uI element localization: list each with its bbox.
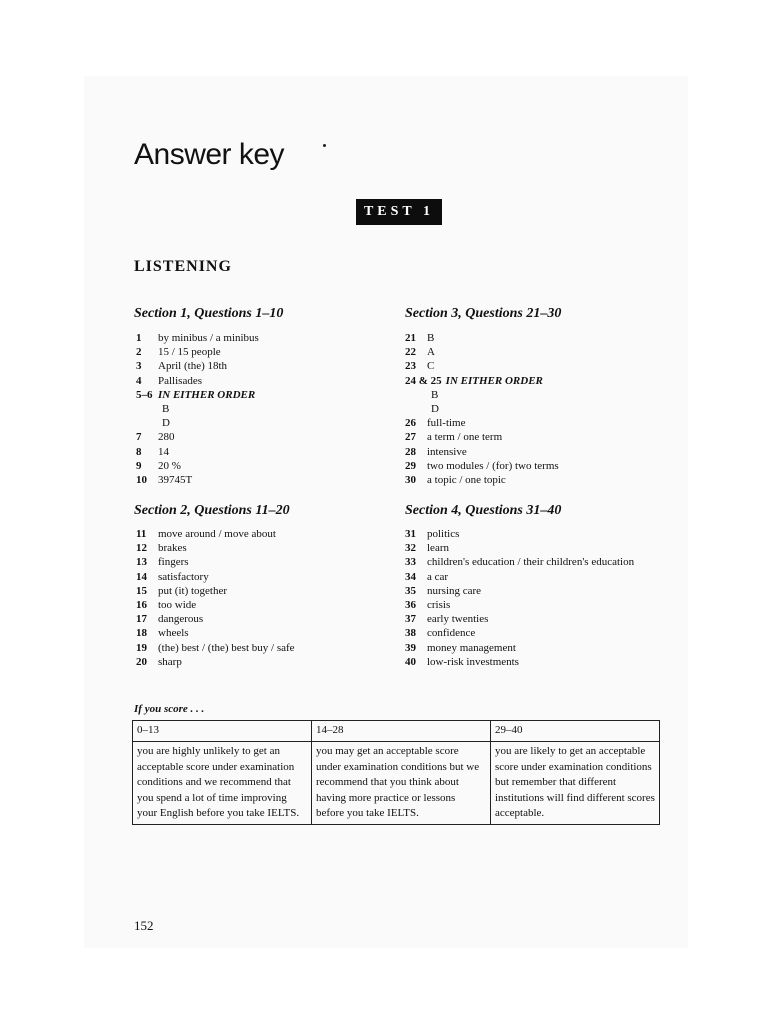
question-number: 39 [405, 641, 416, 654]
answer-text: learn [427, 542, 449, 555]
listening-heading: LISTENING [134, 258, 232, 275]
answer-text: a term / one term [427, 431, 503, 444]
answer-text: a car [427, 570, 449, 583]
answer-item [136, 555, 295, 569]
answer-item [136, 374, 259, 388]
score-intro: If you score . . . [134, 703, 205, 715]
answer-text: B [162, 402, 170, 415]
answer-text: dangerous [158, 613, 204, 626]
score-table-header-row [133, 721, 660, 742]
answer-text: low-risk investments [427, 655, 519, 668]
answer-text: April (the) 18th [158, 360, 228, 373]
score-advice-cell: you may get an acceptable score under examination conditions but we recommend that you think about having more practice or lessons before you take IELTS. [312, 742, 491, 825]
answer-item [405, 555, 634, 569]
answer-item [136, 641, 295, 655]
answer-text: (the) best / (the) best buy / safe [158, 641, 295, 654]
answer-item [405, 641, 634, 655]
score-range-cell: 14–28 [312, 721, 491, 742]
answer-item [405, 402, 559, 416]
answer-item [136, 388, 259, 402]
question-number: 9 [136, 459, 142, 472]
score-range-cell: 0–13 [133, 721, 312, 742]
answer-text: politics [427, 528, 460, 540]
section1-answers [136, 331, 259, 487]
question-number: 31 [405, 528, 416, 540]
question-number: 29 [405, 459, 416, 472]
answer-text: 20 % [158, 459, 181, 472]
answer-item [136, 359, 259, 373]
answer-text: C [427, 360, 435, 373]
answer-item [405, 626, 634, 640]
answer-item [405, 541, 634, 555]
answer-item [136, 570, 295, 584]
question-number: 16 [136, 598, 147, 611]
answer-item [136, 430, 259, 444]
question-number: 17 [136, 613, 147, 626]
question-number: 20 [136, 655, 147, 668]
answer-item [405, 430, 559, 444]
section2-answers [136, 527, 295, 669]
answer-item [405, 584, 634, 598]
answer-text: confidence [427, 627, 476, 640]
section4-answers [405, 527, 634, 669]
question-number: 14 [136, 570, 147, 583]
answer-item [136, 598, 295, 612]
answer-text: A [427, 346, 435, 359]
question-number: 18 [136, 627, 147, 640]
question-number: 21 [405, 332, 416, 344]
question-number: 34 [405, 570, 416, 583]
score-range-cell: 29–40 [491, 721, 660, 742]
question-number: 10 [136, 473, 147, 486]
answer-item [136, 626, 295, 640]
question-number: 4 [136, 374, 142, 387]
answer-item [405, 416, 559, 430]
test-badge: TEST 1 [356, 199, 442, 225]
question-number: 40 [405, 655, 416, 668]
page-number: 152 [134, 918, 154, 933]
answer-item [405, 388, 559, 402]
answer-text: fingers [158, 556, 189, 569]
answer-item [136, 612, 295, 626]
question-number: 19 [136, 641, 147, 654]
answer-text: put (it) together [158, 584, 228, 597]
answer-item [136, 345, 259, 359]
answer-text: wheels [158, 627, 189, 640]
answer-item [405, 331, 559, 345]
answer-text: B [431, 388, 439, 401]
question-number: 7 [136, 431, 142, 444]
answer-text: IN EITHER ORDER [445, 374, 543, 387]
question-number: 5–6 [136, 388, 153, 401]
answer-text: D [431, 402, 439, 415]
answer-text: 280 [158, 431, 175, 444]
answer-text: two modules / (for) two terms [427, 459, 559, 472]
answer-text: 39745T [158, 473, 193, 486]
score-table-body-row [133, 742, 660, 825]
answer-text: sharp [158, 655, 182, 668]
question-number: 13 [136, 556, 147, 569]
question-number: 38 [405, 627, 416, 640]
answer-text: full-time [427, 417, 466, 430]
answer-item [136, 459, 259, 473]
answer-item [136, 584, 295, 598]
question-number: 24 & 25 [405, 374, 442, 387]
score-table [132, 720, 660, 825]
section1-title: Section 1, Questions 1–10 [134, 306, 284, 321]
answer-item [405, 527, 634, 541]
score-advice-cell: you are highly unlikely to get an acceptable score under examination conditions and we recommend that you spend a lot of time improving your English before you take IELTS. [133, 742, 312, 825]
answer-text: nursing care [427, 584, 482, 597]
answer-text: children's education / their children's education [427, 556, 635, 569]
answer-text: satisfactory [158, 570, 209, 583]
answer-text: brakes [158, 542, 187, 555]
answer-text: B [427, 332, 435, 344]
answer-text: D [162, 417, 170, 430]
answer-item [136, 402, 259, 416]
page-title: Answer key [134, 138, 285, 171]
answer-item [136, 655, 295, 669]
answer-text: crisis [427, 598, 451, 611]
answer-text: a topic / one topic [427, 473, 506, 486]
answer-text: money management [427, 641, 516, 654]
answer-item [136, 416, 259, 430]
question-number: 12 [136, 542, 147, 555]
question-number: 1 [136, 332, 142, 344]
question-number: 27 [405, 431, 416, 444]
answer-text: too wide [158, 598, 197, 611]
answer-item [136, 445, 259, 459]
score-advice-cell: you are likely to get an acceptable score under examination conditions but remember that different institutions will find different scores acceptable. [491, 742, 660, 825]
question-number: 15 [136, 584, 147, 597]
answer-item [405, 359, 559, 373]
answer-item [405, 345, 559, 359]
question-number: 30 [405, 473, 416, 486]
question-number: 33 [405, 556, 416, 569]
answer-item [405, 445, 559, 459]
answer-text: intensive [427, 445, 467, 458]
section3-answers [405, 331, 559, 487]
question-number: 3 [136, 360, 142, 373]
question-number: 22 [405, 346, 416, 359]
answer-text: 15 / 15 people [158, 346, 221, 359]
section4-title: Section 4, Questions 31–40 [405, 503, 562, 518]
answer-item [405, 570, 634, 584]
question-number: 8 [136, 445, 142, 458]
question-number: 28 [405, 445, 416, 458]
section2-title: Section 2, Questions 11–20 [134, 503, 290, 518]
answer-item [405, 655, 634, 669]
answer-item [136, 527, 295, 541]
answer-item [405, 473, 559, 487]
question-number: 36 [405, 598, 416, 611]
answer-item [136, 331, 259, 345]
answer-item [136, 541, 295, 555]
answer-text: by minibus / a minibus [158, 332, 259, 344]
question-number: 37 [405, 613, 416, 626]
question-number: 11 [136, 528, 147, 540]
answer-text: IN EITHER ORDER [158, 388, 256, 401]
question-number: 32 [405, 542, 416, 555]
question-number: 26 [405, 417, 416, 430]
answer-item [405, 598, 634, 612]
question-number: 35 [405, 584, 416, 597]
answer-text: early twenties [427, 613, 489, 626]
answer-item [136, 473, 259, 487]
question-number: 23 [405, 360, 416, 373]
question-number: 2 [136, 346, 142, 359]
section3-title: Section 3, Questions 21–30 [405, 306, 562, 321]
answer-text: 14 [158, 445, 169, 458]
answer-text: move around / move about [158, 528, 276, 540]
stray-dot [323, 144, 326, 147]
answer-item [405, 374, 559, 388]
answer-item [405, 612, 634, 626]
answer-item [405, 459, 559, 473]
answer-text: Pallisades [158, 374, 202, 387]
